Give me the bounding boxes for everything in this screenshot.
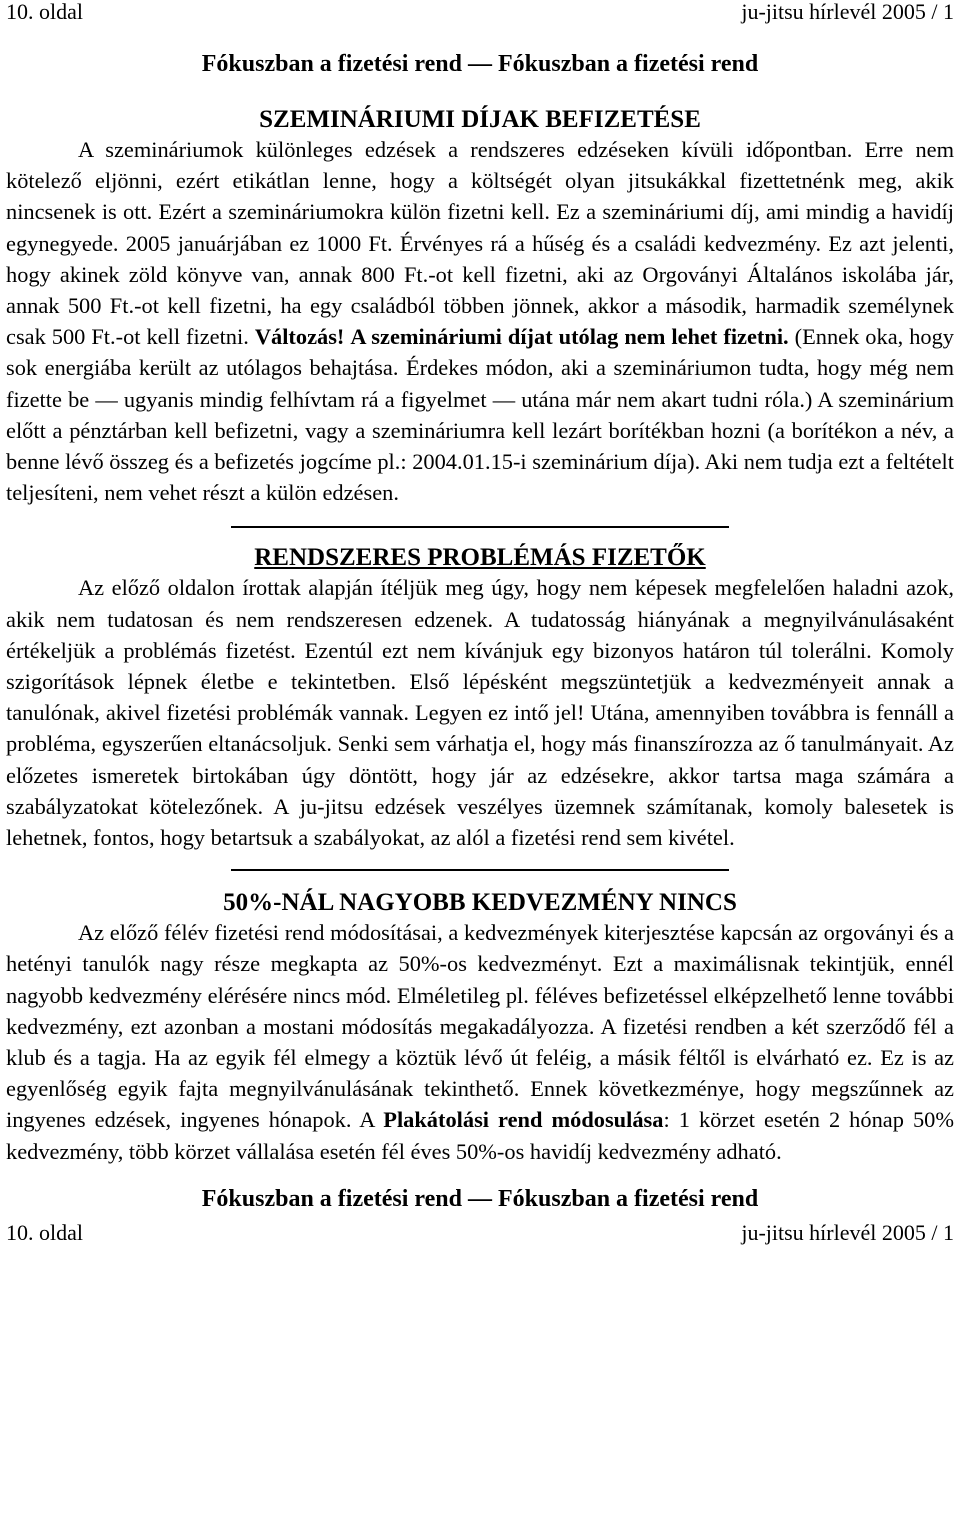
section-title-max-discount: 50%-NÁL NAGYOBB KEDVEZMÉNY NINCS bbox=[223, 889, 737, 917]
change-statement: A szemináriumi díjat utólag nem lehet fizetni. bbox=[350, 324, 789, 350]
section-divider-2 bbox=[231, 869, 729, 871]
page-header bbox=[6, 0, 954, 24]
footer-newsletter-title: ju-jitsu hírlevél 2005 / 1 bbox=[741, 1219, 954, 1245]
problem-payers-text: Az előző oldalon írottak alapján ítéljük meg úgy, hogy nem képesek megfelelően haladni azok, akik nem tudatosan és nem rendszeresen edzenek. A tudatosság hiányának a megnyilvánulásaként értékeljük a problémás fizetést. Ezentúl ezt nem kívánjuk egy bizonyos határon túl tolerálni. Komoly szigorítások lépnek életbe e tekintetben. Első lépésként megszüntetjük a kedvezményeit annak a tanulónak, akivel fizetési problémák vannak. Legyen ez intő jel! Utána, amennyiben továbbra is fennáll a probléma, egyszerűen eltanácsoljuk. Senki sem várhatja el, hogy más finanszírozza az ő tanulmányait. Az előzetes ismeretek birtokában úgy döntött, hogy jár az edzésekre, akkor tartsa maga számára a szabályzatokat kötelezőnek. A ju-jitsu edzések veszélyes üzemnek számítanak, komoly balesetek is lehetnek, fontos, hogy betartsuk a szabályokat, az alól a fizetési rend sem kivétel. bbox=[6, 575, 954, 851]
poster-rule-label: Plakátolási rend módosulása bbox=[383, 1107, 664, 1133]
header-page-number: 10. oldal bbox=[6, 0, 83, 24]
seminar-fees-paragraph-2: (Ennek oka, hogy sok energiába került az utólagos behajtása. Érdekes módon, aki a szemináriumon tudta, hogy még nem fizette be — ugyanis mindig felhívtam rá a figyelmet — utána már nem akart tudni róla.) A szeminárium előtt a pénztárban kell befizetni, vagy a szemináriumra kell lezárt borítékban hozni (a borítékon a név, a benne lévő összeg és a befizetés jogcíme pl.: 2004.01.15-i szeminárium díja). Aki nem tudja ezt a feltételt teljesíteni, nem vehet részt a külön edzésen. bbox=[6, 324, 954, 506]
focus-banner-bottom: Fókuszban a fizetési rend — Fókuszban a fizetési rend bbox=[201, 1185, 759, 1212]
max-discount-paragraph-2: : 1 körzet esetén 2 hónap 50% kedvezmény, több körzet vállalása esetén fél éves 50%-os havidíj kedvezmény adható. bbox=[6, 1107, 954, 1164]
seminar-fees-text bbox=[6, 134, 954, 508]
focus-banner-top: Fókuszban a fizetési rend — Fókuszban a fizetési rend bbox=[201, 51, 759, 77]
max-discount-paragraph-1: Az előző félév fizetési rend módosításai, a kedvezmények kiterjesztése kapcsán az orgoványi és a hetényi tanulók nagy része megkapta az 50%-os kedvezményt. Ezt a maximálisnak tekintjük, ennél nagyobb kedvezmény elérésére nincs mód. Elméletileg pl. féléves befizetéssel elképzelhető lenne további kedvezmény, ezt azonban a mostani módosítás megakadályozza. A fizetési rendben a két szerződő fél a klub és a tagja. Ha az egyik fél elmegy a köztük lévő út feléig, a másik féltől is elvárható ez. Ez is az egyenlőség egyik fajta megnyilvánulásának tekinthető. Ennek következménye, hogy megszűnnek az ingyenes edzések, ingyenes hónapok. A bbox=[6, 920, 954, 1133]
seminar-fees-paragraph-1: A szemináriumok különleges edzések a rendszeres edzéseken kívüli időpontban. Erre nem kötelező eljönni, ezért etikátlan lenne, hogy a költségét olyan jitsukákkal fizettetnénk meg, akik nincsenek is ott. Ezért a szemináriumokra külön fizetni kell. Ez a szemináriumi díj, ami mindig a havidíj egynegyede. 2005 januárjában ez 1000 Ft. Érvényes rá a hűség és a családi kedvezmény. Ez azt jelenti, hogy akinek zöld könyve van, annak 800 Ft.-ot kell fizetni, aki az Orgoványi Általános iskolába jár, annak 500 Ft.-ot kell fizetni, ha egy családból többen jönnek, akkor a második, harmadik személynek csak 500 Ft.-ot kell fizetni. bbox=[6, 137, 954, 350]
change-label: Változás! bbox=[254, 324, 345, 350]
page-footer bbox=[6, 1221, 954, 1245]
section-title-problem-payers: RENDSZERES PROBLÉMÁS FIZETŐK bbox=[254, 544, 706, 572]
section-divider-1 bbox=[231, 526, 729, 528]
section-title-seminar-fees: SZEMINÁRIUMI DÍJAK BEFIZETÉSE bbox=[259, 106, 701, 133]
max-discount-text bbox=[6, 917, 954, 1167]
footer-page-number: 10. oldal bbox=[6, 1219, 83, 1245]
header-newsletter-title: ju-jitsu hírlevél 2005 / 1 bbox=[741, 0, 954, 24]
